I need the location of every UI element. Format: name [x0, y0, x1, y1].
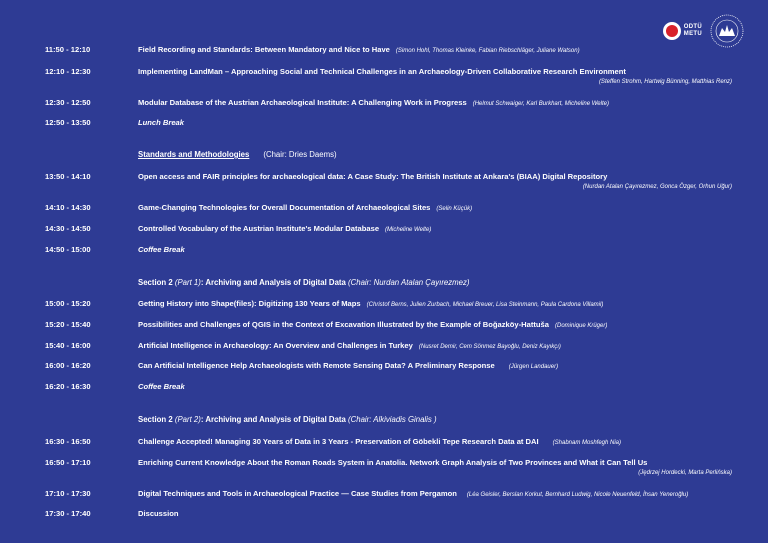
time-slot: 16:30 - 16:50 [45, 437, 91, 446]
time-slot: 16:20 - 16:30 [45, 382, 91, 391]
time-slot: 12:10 - 12:30 [45, 67, 91, 76]
coffee-break: Coffee Break [138, 245, 185, 254]
logos [663, 14, 744, 48]
time-slot: 14:10 - 14:30 [45, 203, 91, 212]
section-part: (Part 2) [174, 415, 201, 424]
odtu-label: ODTÜ [683, 24, 702, 30]
time-slot: 14:30 - 14:50 [45, 224, 91, 233]
time-slot: 15:00 - 15:20 [45, 299, 91, 308]
session-title: Open access and FAIR principles for archaeological data: A Case Study: The British Institute at Ankara's (BIAA) Digital Repository [138, 172, 608, 181]
section-chair: (Chair: Dries Daems) [263, 150, 337, 159]
discussion: Discussion [138, 509, 179, 518]
section-title: Standards and Methodologies [138, 150, 250, 159]
session-title: Can Artificial Intelligence Help Archaeologists with Remote Sensing Data? A Preliminary Response (Jürgen Landauer) [138, 361, 559, 370]
session-title: Artificial Intelligence in Archaeology: An Overview and Challenges in Turkey (Nusret Demir, Cem Sönmez Bayoğlu, Deniz Kayıkçı) [138, 341, 561, 350]
time-slot: 15:40 - 16:00 [45, 341, 91, 350]
time-slot: 12:30 - 12:50 [45, 98, 91, 107]
session-authors: (Léa Geisler, Berslan Korkut, Bernhard Ludwig, Nicole Neuenfeld, İhsan Yeneroğlu) [466, 492, 689, 498]
session-title: Field Recording and Standards: Between Mandatory and Nice to Have (Simon Hohl, Thomas Kleinke, Fabian Riebschläger, Juliane Watson) [138, 45, 580, 54]
section-chair: (Chair: Alkiviadis Ginalis ) [348, 415, 437, 424]
session-authors: (Jürgen Landauer) [508, 364, 559, 370]
session-title: Modular Database of the Austrian Archaeological Institute: A Challenging Work in Progress (Helmut Schwaiger, Karl Burkhart, Micheline Welte) [138, 98, 609, 107]
time-slot: 17:30 - 17:40 [45, 509, 91, 518]
session-title: Game-Changing Technologies for Overall Documentation of Archaeological Sites (Selin Küçük) [138, 203, 473, 212]
time-slot: 15:20 - 15:40 [45, 320, 91, 329]
section-title: : Archiving and Analysis of Digital Data [200, 415, 346, 424]
odtu-logo [663, 22, 702, 40]
time-slot: 13:50 - 14:10 [45, 172, 91, 181]
odtu-emblem-icon [663, 22, 681, 40]
session-title: Digital Techniques and Tools in Archaeological Practice — Case Studies from Pergamon (Léa Geisler, Berslan Korkut, Bernhard Ludwig, Nicole Neuenfeld, İhsan Yeneroğlu) [138, 489, 689, 498]
session-title: Implementing LandMan – Approaching Social and Technical Challenges in an Archaeology-Driven Collaborative Research Environment [138, 67, 626, 76]
session-title: Enriching Current Knowledge About the Roman Roads System in Anatolia. Network Graph Analysis of Two Provinces and What it Can Tell Us [138, 458, 648, 467]
section-part: (Part 1) [174, 278, 201, 287]
section-chair: (Chair: Nurdan Atalan Çayırezmez) [348, 278, 470, 287]
session-authors: (Shabnam Moshfegh Nia) [552, 440, 622, 446]
section-label: Section 2 [138, 415, 173, 424]
session-title: Challenge Accepted! Managing 30 Years of Data in 3 Years - Preservation of Göbekli Tepe Research Data at DAI (Shabnam Moshfegh Nia) [138, 437, 622, 446]
session-authors: (Selin Küçük) [436, 206, 473, 212]
session-authors: (Steffen Strohm, Hartwig Bünning, Matthias Renz) [598, 79, 732, 85]
section-title: : Archiving and Analysis of Digital Data [200, 278, 346, 287]
session-authors: (Nusret Demir, Cem Sönmez Bayoğlu, Deniz Kayıkçı) [418, 344, 561, 350]
session-authors: (Christof Berns, Julien Zurbach, Michael Breuer, Lisa Steinmann, Paula Cardona Villamil) [366, 302, 604, 308]
coffee-break: Coffee Break [138, 382, 185, 391]
university-seal-icon [710, 14, 744, 48]
session-authors: (Nurdan Atalan Çayırezmez, Gonca Özger, Orhun Uğur) [582, 184, 732, 190]
session-authors: (Helmut Schwaiger, Karl Burkhart, Micheline Welte) [472, 101, 609, 107]
time-slot: 16:50 - 17:10 [45, 458, 91, 467]
session-authors: (Micheline Welte) [385, 227, 432, 233]
lunch-break: Lunch Break [138, 118, 184, 127]
session-title: Controlled Vocabulary of the Austrian Institute's Modular Database (Micheline Welte) [138, 224, 432, 233]
session-authors: (Jędrzej Hordecki, Marta Perlińska) [638, 470, 732, 476]
time-slot: 17:10 - 17:30 [45, 489, 91, 498]
metu-label: METU [683, 31, 702, 37]
session-title: Getting History into Shape(files): Digitizing 130 Years of Maps (Christof Berns, Julien Zurbach, Michael Breuer, Lisa Steinmann, Paula Cardona Villamil) [138, 299, 604, 308]
section-label: Section 2 [138, 278, 173, 287]
time-slot: 11:50 - 12:10 [45, 45, 91, 54]
time-slot: 14:50 - 15:00 [45, 245, 91, 254]
time-slot: 16:00 - 16:20 [45, 361, 91, 370]
time-slot: 12:50 - 13:50 [45, 118, 91, 127]
session-title: Possibilities and Challenges of QGIS in the Context of Excavation Illustrated by the Example of Boğazköy-Hattuša (Dominique Krüger) [138, 320, 608, 329]
session-authors: (Simon Hohl, Thomas Kleinke, Fabian Riebschläger, Juliane Watson) [395, 48, 580, 54]
session-authors: (Dominique Krüger) [555, 323, 608, 329]
